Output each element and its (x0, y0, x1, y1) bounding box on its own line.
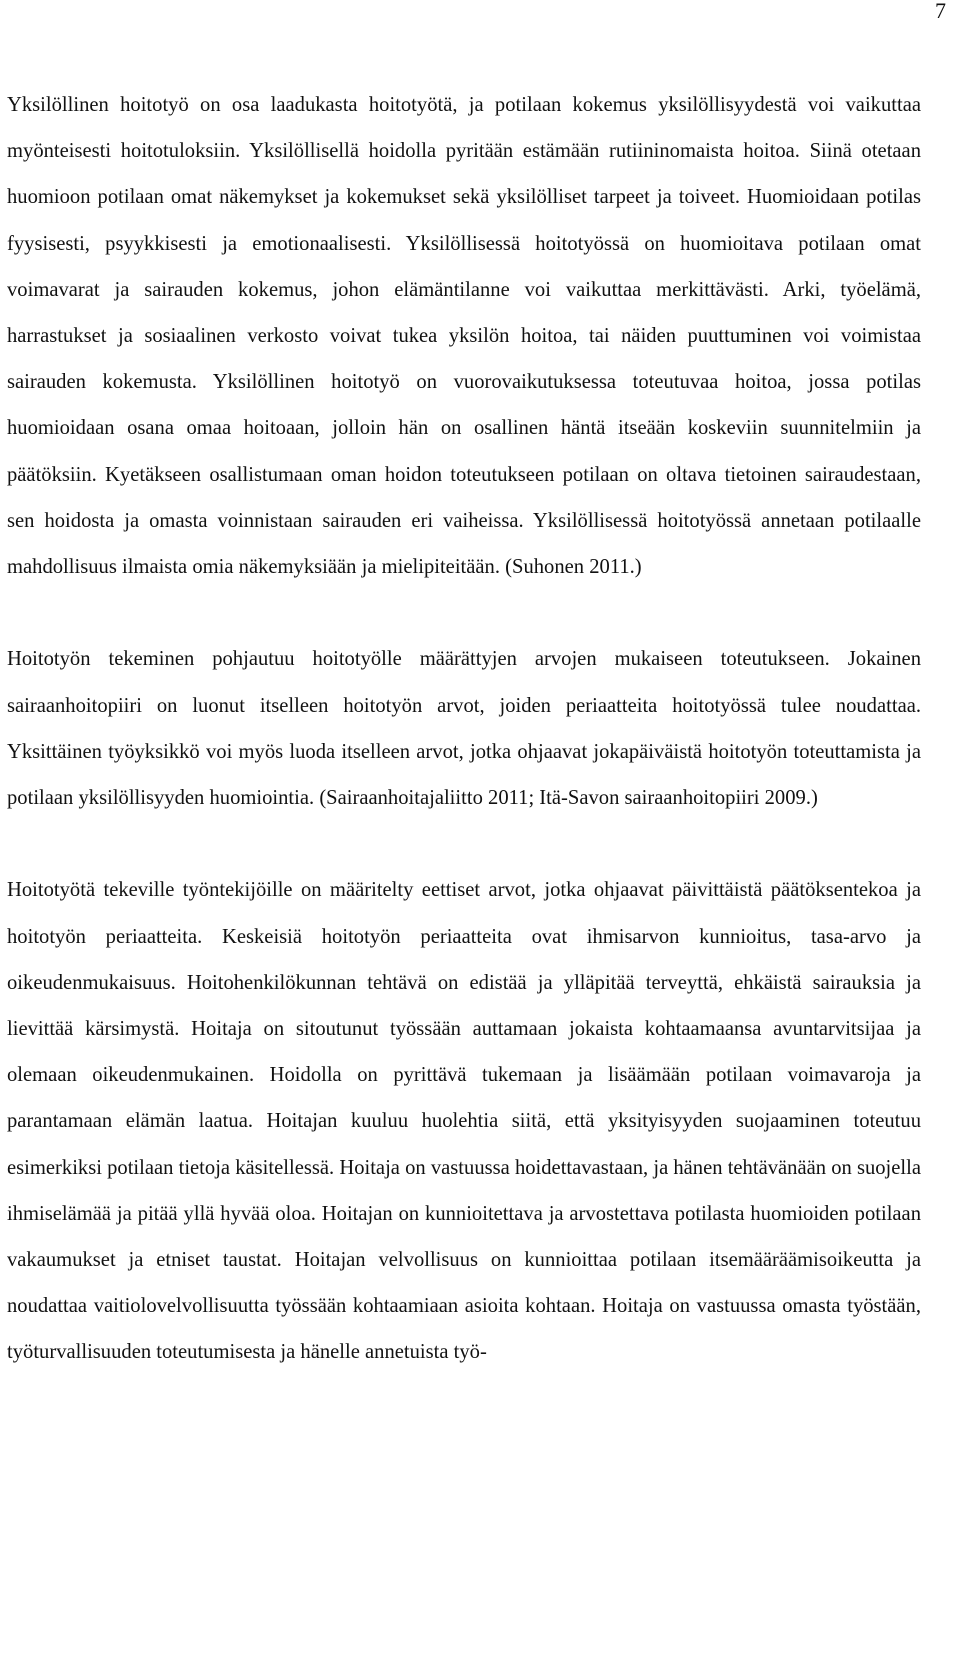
document-body (7, 82, 921, 1376)
paragraph-individual-care: Yksilöllinen hoitotyö on osa laadukasta hoitotyötä, ja potilaan kokemus yksilöllisyydestä voi vaikuttaa myönteisesti hoitotuloksiin. Yksilöllisellä hoidolla pyritään estämään rutiininomaista hoitoa. Siinä otetaan huomioon potilaan omat näkemykset ja kokemukset sekä yksilölliset tarpeet ja toiveet. Huomioidaan potilas fyysisesti, psyykkisesti ja emotionaalisesti. Yksilöllisessä hoitotyössä on huomioitava potilaan omat voimavarat ja sairauden kokemus, johon elämäntilanne voi vaikuttaa merkittävästi. Arki, työelämä, harrastukset ja sosiaalinen verkosto voivat tukea yksilön hoitoa, tai näiden puuttuminen voi voimistaa sairauden kokemusta. Yksilöllinen hoitotyö on vuorovaikutuksessa toteutuvaa hoitoa, jossa potilas huomioidaan osana omaa hoitoaan, jolloin hän on osallinen häntä itseään koskeviin suunnitelmiin ja päätöksiin. Kyetäkseen osallistumaan oman hoidon toteutukseen potilaan on oltava tietoinen sairaudestaan, sen hoidosta ja omasta voinnistaan sairauden eri vaiheissa. Yksilöllisessä hoitotyössä annetaan potilaalle mahdollisuus ilmaista omia näkemyksiään ja mielipiteitään. (Suhonen 2011.) (7, 94, 921, 579)
paragraph-ethical-values: Hoitotyötä tekeville työntekijöille on määritelty eettiset arvot, jotka ohjaavat päivittäistä päätöksentekoa ja hoitotyön periaatteita. Keskeisiä hoitotyön periaatteita ovat ihmisarvon kunnioitus, tasa-arvo ja oikeudenmukaisuus. Hoitohenkilökunnan tehtävä on edistää ja ylläpitää terveyttä, ehkäistä sairauksia ja lievittää kärsimystä. Hoitaja on sitoutunut työssään auttamaan jokaista kohtaamaansa avuntarvitsijaa ja olemaan oikeudenmukainen. Hoidolla on pyrittävä tukemaan ja lisäämään potilaan voimavaroja ja parantamaan elämän laatua. Hoitajan kuuluu huolehtia siitä, että yksityisyyden suojaaminen toteutuu esimerkiksi potilaan tietoja käsitellessä. Hoitaja on vastuussa hoidettavastaan, ja hänen tehtävänään on suojella ihmiselämää ja pitää yllä hyvää oloa. Hoitajan on kunnioitettava ja arvostettava potilasta huomioiden potilaan vakaumukset ja etniset taustat. Hoitajan velvollisuus on kunnioittaa potilaan itsemääräämisoikeutta ja noudattaa vaitiolovelvollisuutta työssään kohtaamiaan asioita kohtaan. Hoitaja on vastuussa omasta työstään, työturvallisuuden toteutumisesta ja hänelle annetuista työ- (7, 879, 921, 1364)
paragraph-care-values: Hoitotyön tekeminen pohjautuu hoitotyölle määrättyjen arvojen mukaiseen toteutukseen. Jokainen sairaanhoitopiiri on luonut itselleen hoitotyön arvot, joiden periaatteita hoitotyössä tulee noudattaa. Yksittäinen työyksikkö voi myös luoda itselleen arvot, jotka ohjaavat jokapäiväistä hoitotyön toteuttamista ja potilaan yksilöllisyyden huomiointia. (Sairaanhoitajaliitto 2011; Itä-Savon sairaanhoitopiiri 2009.) (7, 648, 921, 810)
page-number: 7 (935, 0, 946, 23)
